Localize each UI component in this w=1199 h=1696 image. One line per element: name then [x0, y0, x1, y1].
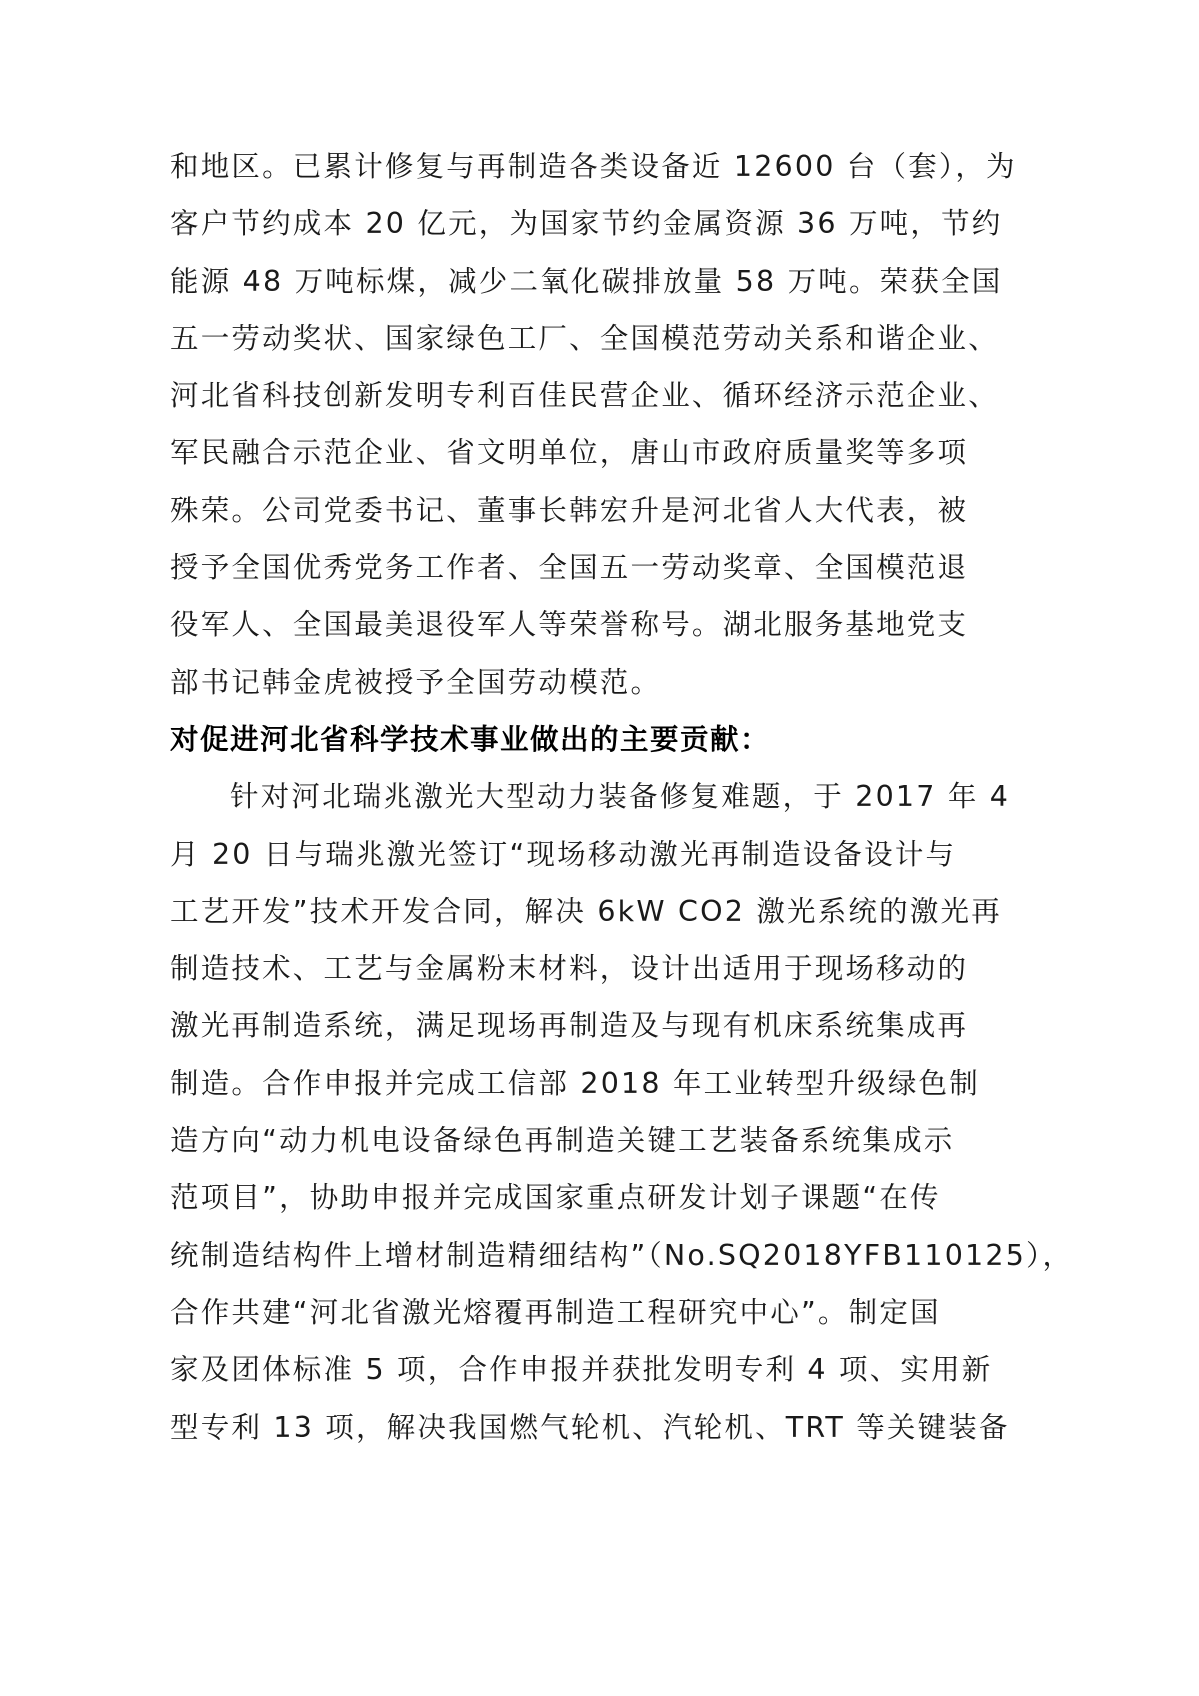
text-line: 和地区。已累计修复与再制造各类设备近 12600 台（套），为: [170, 150, 1017, 183]
text-line: 军民融合示范企业、省文明单位，唐山市政府质量奖等多项: [170, 436, 969, 470]
text-line: 月 20 日与瑞兆激光签订“现场移动激光再制造设备设计与: [170, 837, 957, 871]
text-line: 授予全国优秀党务工作者、全国五一劳动奖章、全国模范退: [170, 551, 969, 585]
text-line: 工艺开发”技术开发合同，解决 6kW CO2 激光系统的激光再: [170, 894, 1002, 928]
text-line: 能源 48 万吨标煤，减少二氧化碳排放量 58 万吨。荣获全国: [170, 264, 1003, 298]
text-line: 制造。合作申报并完成工信部 2018 年工业转型升级绿色制: [170, 1066, 980, 1100]
text-line: 造方向“动力机电设备绿色再制造关键工艺装备系统集成示: [170, 1124, 955, 1158]
section-heading: 对促进河北省科学技术事业做出的主要贡献：: [170, 722, 771, 756]
text-line: 制造技术、工艺与金属粉末材料，设计出适用于现场移动的: [170, 952, 969, 986]
paragraph-achievements: [170, 138, 1017, 711]
text-line: 范项目”，协助申报并完成国家重点研发计划子课题“在传: [170, 1181, 941, 1215]
text-line: 合作共建“河北省激光熔覆再制造工程研究中心”。制定国: [170, 1295, 941, 1329]
text-line: 型专利 13 项，解决我国燃气轮机、汽轮机、TRT 等关键装备: [170, 1410, 1010, 1444]
text-line: 统制造结构件上增材制造精细结构”（No.SQ2018YFB110125），: [170, 1238, 1074, 1272]
text-line: 五一劳动奖状、国家绿色工厂、全国模范劳动关系和谐企业、: [170, 321, 999, 355]
text-line: 客户节约成本 20 亿元，为国家节约金属资源 36 万吨，节约: [170, 207, 1003, 241]
text-line: 针对河北瑞兆激光大型动力装备修复难题，于 2017 年 4: [230, 780, 1011, 814]
text-line: 家及团体标准 5 项，合作申报并获批发明专利 4 项、实用新: [170, 1353, 993, 1387]
paragraph-contributions: [170, 768, 1074, 1456]
text-line: 殊荣。公司党委书记、董事长韩宏升是河北省人大代表，被: [170, 493, 969, 527]
text-line: 部书记韩金虎被授予全国劳动模范。: [170, 665, 662, 699]
text-line: 役军人、全国最美退役军人等荣誉称号。湖北服务基地党支: [170, 608, 969, 642]
text-line: 激光再制造系统，满足现场再制造及与现有机床系统集成再: [170, 1009, 969, 1043]
text-line: 河北省科技创新发明专利百佳民营企业、循环经济示范企业、: [170, 379, 999, 413]
document-body: [170, 138, 1074, 1456]
